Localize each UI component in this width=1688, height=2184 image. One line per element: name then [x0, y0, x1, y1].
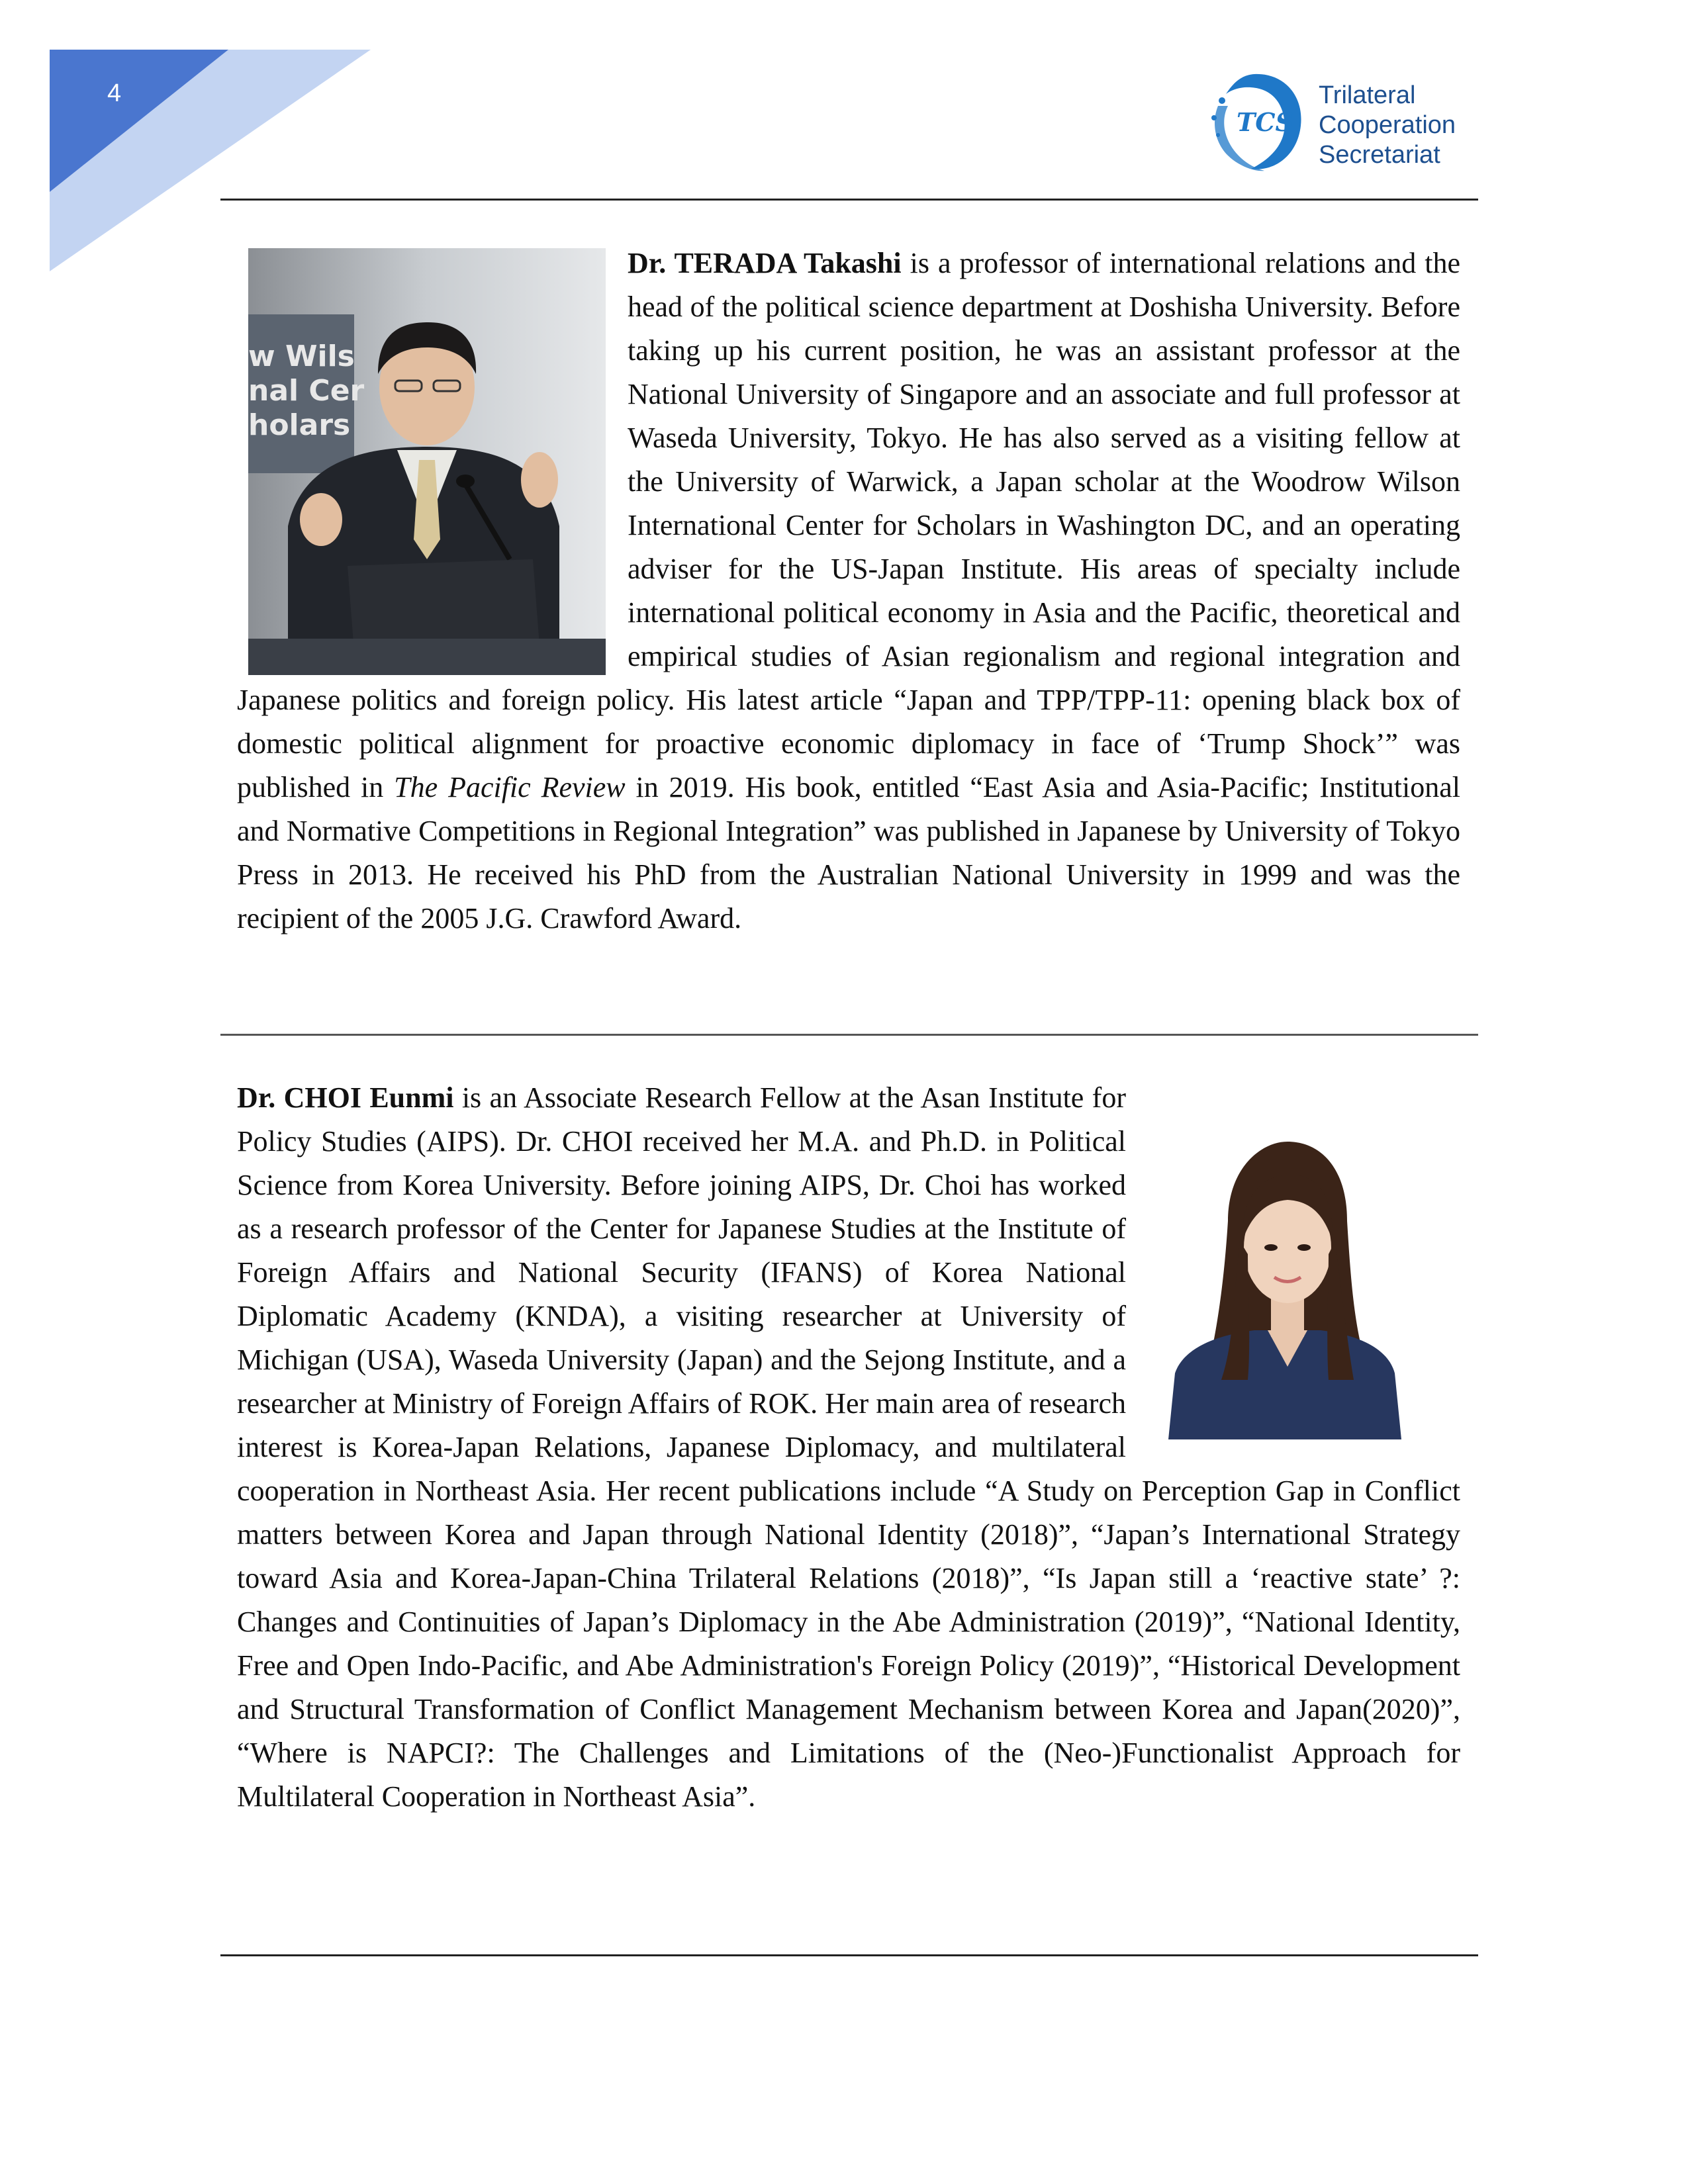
section-divider: [220, 1034, 1478, 1036]
bio-terada-takashi: [237, 242, 1460, 940]
journal-title: The Pacific Review: [394, 771, 626, 803]
footer-divider: [220, 1954, 1478, 1956]
bio-text: in 2019. His book, entitled “East Asia and Asia-Pacific; Institutional and Normative Competitions in Regional Integration” was published in Japanese by University of Tokyo Press in 2013. He received his PhD from the Australian National University in 1999 and was the recipient of the 2005 J.G. Crawford Award.: [237, 771, 1460, 934]
header-divider: [220, 199, 1478, 201]
tcs-logo-mark-icon: [1198, 66, 1311, 179]
logo-line-2: Cooperation: [1319, 111, 1456, 139]
tcs-logo: [1198, 66, 1476, 179]
bio-name: Dr. TERADA Takashi: [628, 247, 902, 279]
bio-name: Dr. CHOI Eunmi: [237, 1081, 454, 1114]
bio-choi-eunmi: [237, 1076, 1460, 1819]
logo-text: [1319, 81, 1456, 170]
bio-text: is a professor of international relations and the head of the political science department at Doshisha University. Before taking up his current position, he was an assistant professor at the National University of Singapore and an associate and full professor at Waseda University, Tokyo. He has also served as a visiting fellow at the University of Warwick, a Japan scholar at the Woodrow Wilson International Center for Scholars in Washington DC, and an operating adviser for the US-Japan Institute. His areas of specialty include international political economy in Asia and the Pacific, theoretical and empirical studies of Asian regionalism and regional integration and Japanese politics and foreign policy. His latest article “Japan and TPP/TPP-11: opening black box of domestic political alignment for proactive economic diplomacy in face of ‘Trump Shock’” was published in: [237, 247, 1460, 803]
page-number: 4: [107, 79, 122, 107]
logo-line-1: Trilateral: [1319, 81, 1416, 109]
logo-line-3: Secretariat: [1319, 141, 1440, 169]
page-corner-tab: [0, 0, 371, 278]
svg-text:w Wils: w Wils: [248, 340, 355, 373]
svg-text:nal Cer: nal Cer: [248, 374, 365, 408]
svg-text:holars: holars: [248, 408, 351, 442]
svg-text:TCS: TCS: [1237, 107, 1293, 137]
bio-text: is an Associate Research Fellow at the Asan Institute for Policy Studies (AIPS). Dr. CHOI received her M.A. and Ph.D. in Political Science from Korea University. Before joining AIPS, Dr. Choi has worked as a research professor of the Center for Japanese Studies at the Institute of Foreign Affairs and National Security (IFANS) of Korea National Diplomatic Academy (KNDA), a visiting researcher at University of Michigan (USA), Waseda University (Japan) and the Sejong Institute, and a researcher at Ministry of Foreign Affairs of ROK. Her main area of research interest is Korea-Japan Relations, Japanese Diplomacy, and multilateral cooperation in Northeast Asia. Her recent publications include “A Study on Perception Gap in Conflict matters between Korea and Japan through National Identity (2018)”, “Japan’s International Strategy toward Asia and Korea-Japan-China Trilateral Relations (2018)”, “Is Japan still a ‘reactive state’ ?: Changes and Continuities of Japan’s Diplomacy in the Abe Administration (2019)”, “National Identity, Free and Open Indo-Pacific, and Abe Administration's Foreign Policy (2019)”, “Historical Development and Structural Transformation of Conflict Management Mechanism between Korea and Japan(2020)”, “Where is NAPCI?: The Challenges and Limitations of the (Neo-)Functionalist Approach for Multilateral Cooperation in Northeast Asia”.: [237, 1081, 1460, 1813]
